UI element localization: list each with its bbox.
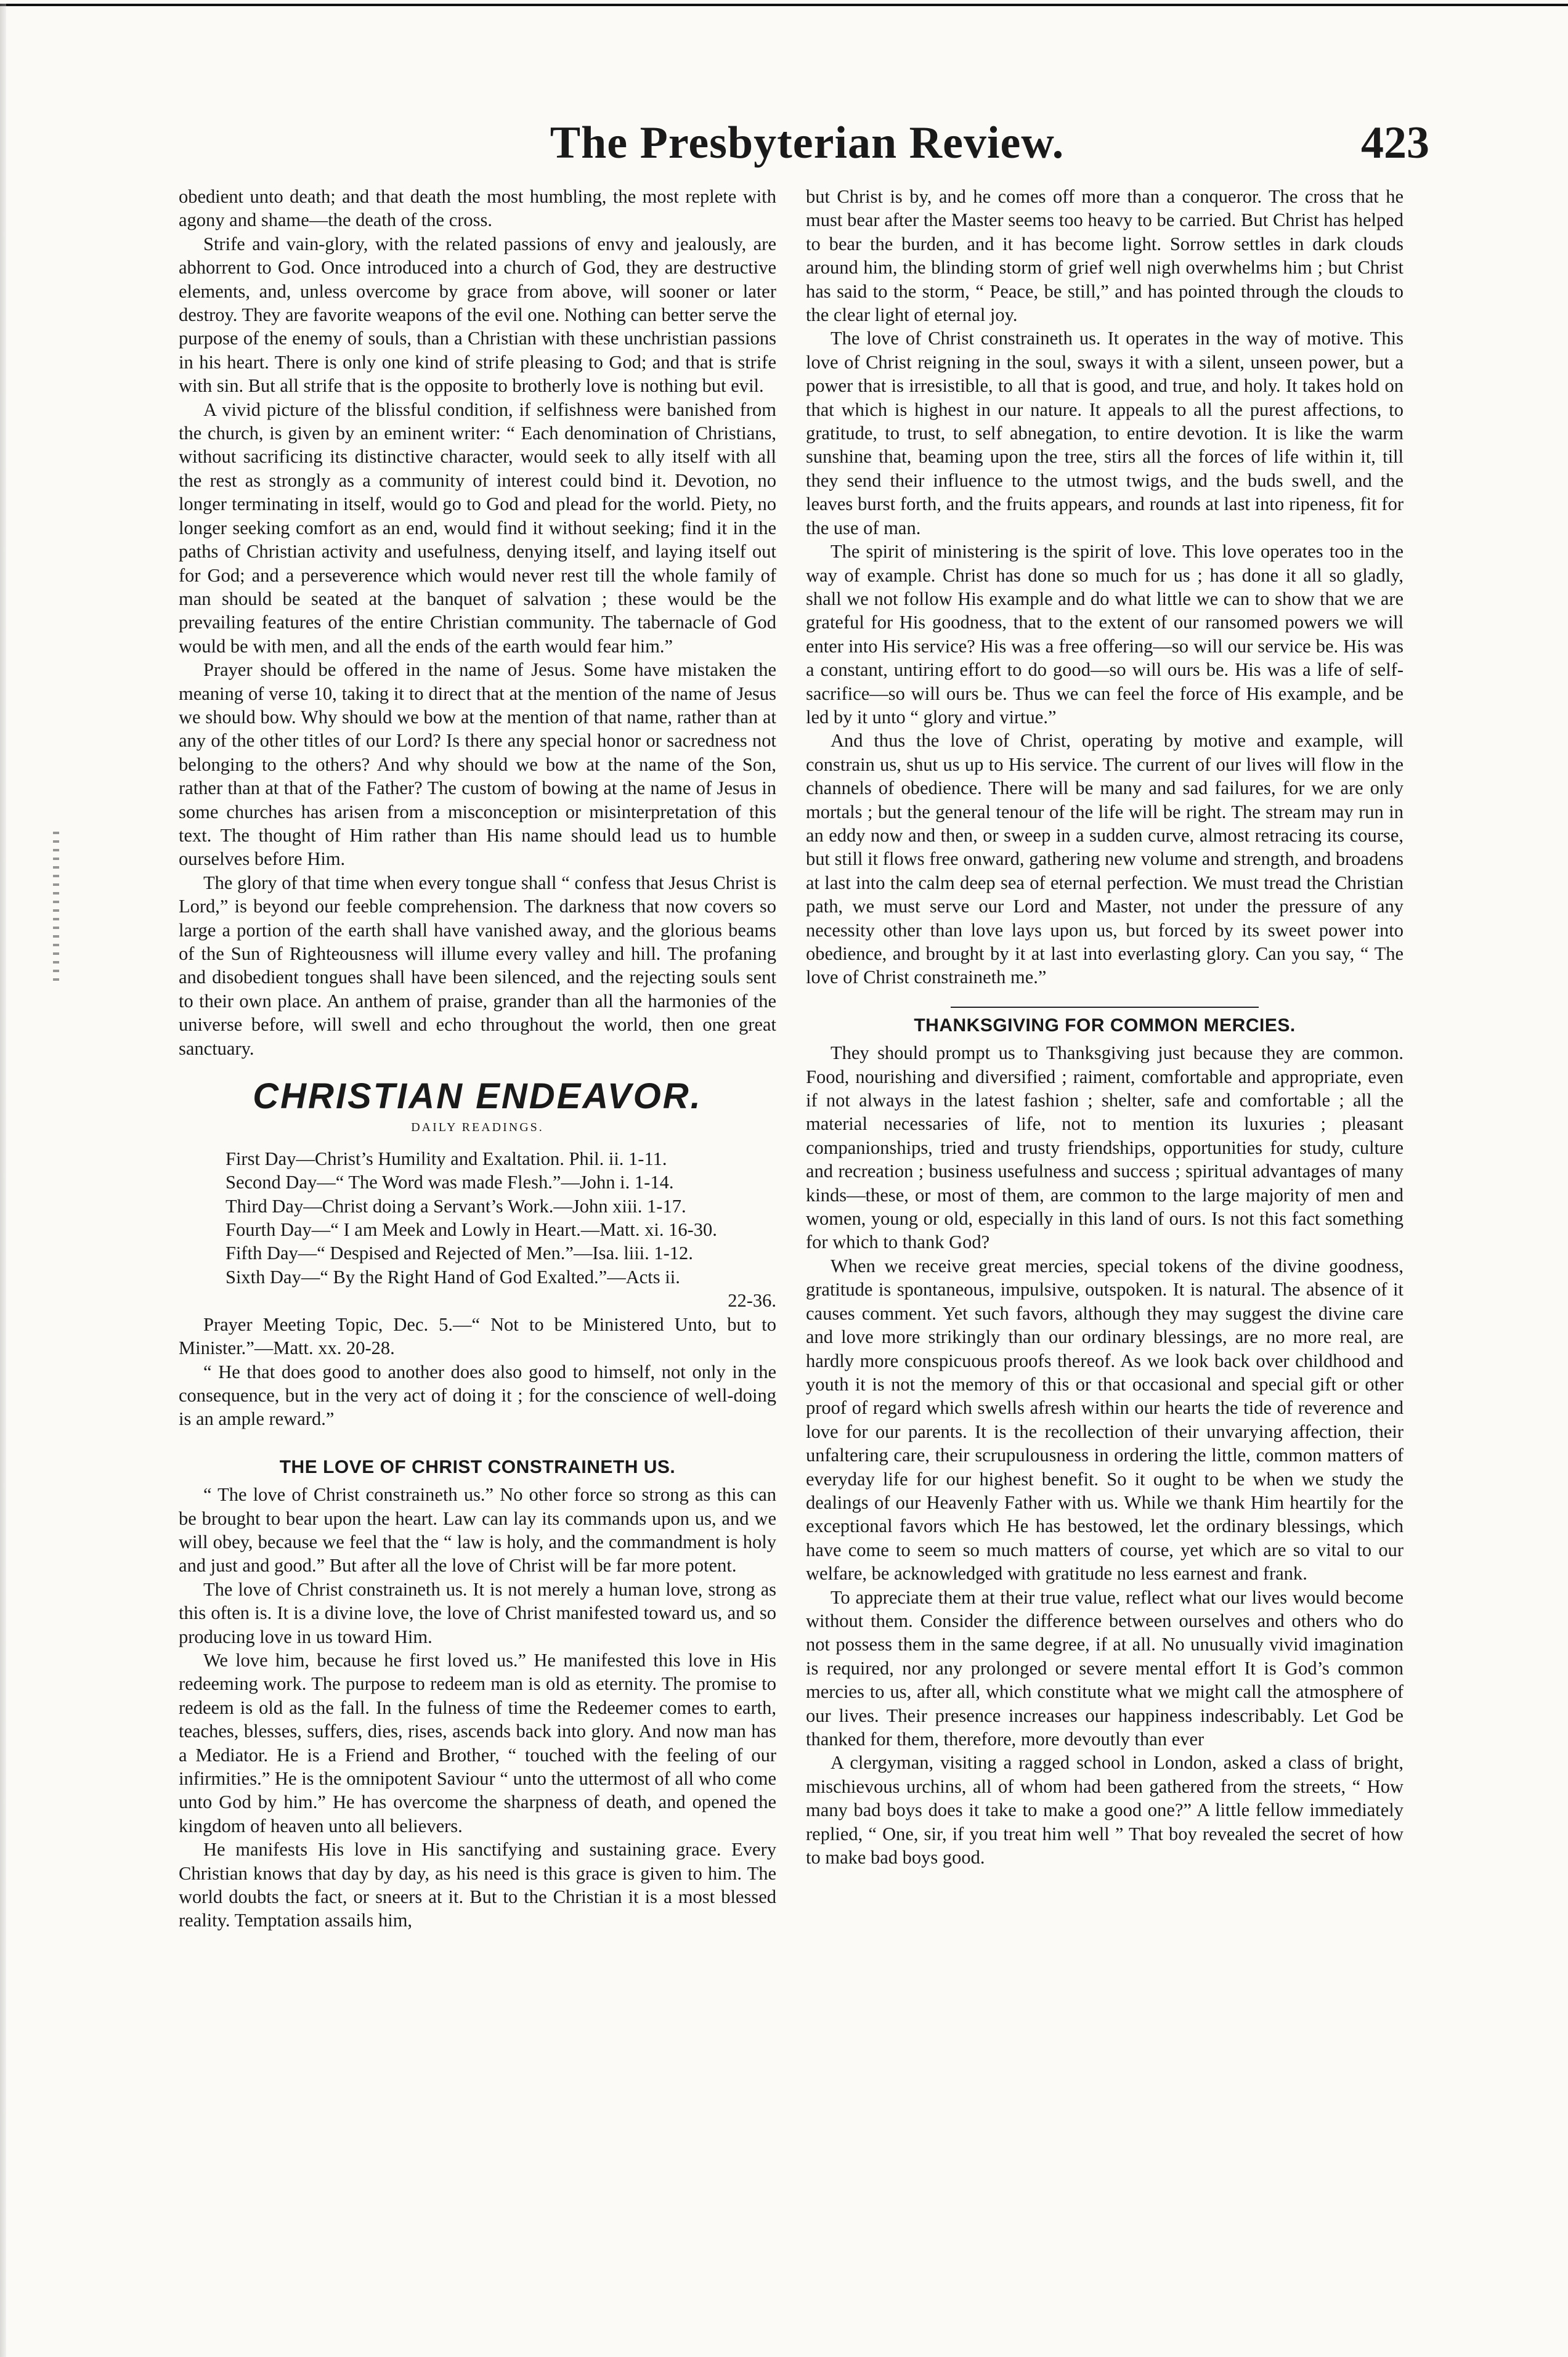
right-column [806,185,1403,1869]
reading-item: First Day—Christ’s Humility and Exaltation. Phil. ii. 1-11. [225,1148,667,1169]
left-column [179,185,776,1933]
christian-endeavor-heading: CHRISTIAN ENDEAVOR. [253,1076,702,1117]
quote: “ He that does good to another does also good to himself, not only in the consequence, but in the very act of doing it ; for the conscience of well-doing is an ample reward.” [179,1361,776,1430]
reading-item: Fifth Day—“ Despised and Rejected of Men.”—Isa. liii. 1-12. [225,1243,693,1264]
margin-marks [53,832,59,986]
prayer-meeting-topic: Prayer Meeting Topic, Dec. 5.—“ Not to be Ministered Unto, but to Minister.”—Matt. xx. 20-28. [179,1313,776,1359]
paragraph: The spirit of ministering is the spirit of love. This love operates too in the way of example. Christ has done so much for us ; has done it all so gladly, shall we not follow His example and do what little we can to show that we are grateful for His goodness, that to the extent of our ransomed powers we will enter into His service? His was a free offering—so will our service be. His was a constant, untiring effort to do good—so will ours be. His was a life of self-sacrifice—so will ours be. Thus we can feel the force of His example, and be led by it unto “ glory and virtue.” [806,541,1403,728]
paragraph: We love him, because he first loved us.” He manifested this love in His redeeming work. The purpose to redeem man is old as eternity. The promise to redeem is old as the fall. In the fulness of time the Redeemer comes to earth, teaches, blesses, suffers, dies, rises, ascends back into glory. And now man has a Mediator. He is a Friend and Brother, “ touched with the feeling of our infirmities.” He is the omnipotent Saviour “ unto the uttermost of all who come unto God by him.” He has overcome the sharpness of death, and opened the kingdom of heaven unto all believers. [179,1649,776,1836]
journal-title: The Presbyterian Review. [550,118,1065,168]
paragraph: “ The love of Christ constraineth us.” No other force so strong as this can be brought to bear upon the heart. Law can lay its commands upon us, and we will obey, because we feel that the “ law is holy, and the commandment is holy and just and good.” But after all the love of Christ will be far more potent. [179,1484,776,1576]
paragraph: He manifests His love in His sanctifying and sustaining grace. Every Christian knows that day by day, as his need is this grace is given to him. The world doubts the fact, or sneers at it. But to the Christian it is a most blessed reality. Temptation assails him, [179,1839,776,1931]
paragraph: but Christ is by, and he comes off more than a conqueror. The cross that he must bear after the Master seems too heavy to be carried. But Christ has helped to bear the burden, and it has become light. Sorrow settles in dark clouds around him, the blinding storm of grief well nigh overwhelms him ; but Christ has said to the storm, “ Peace, be still,” and has pointed through the clouds to the clear light of eternal joy. [806,186,1403,326]
reading-item: Third Day—Christ doing a Servant’s Work.—John xiii. 1-17. [225,1195,686,1217]
paragraph: obedient unto death; and that death the most humbling, the most replete with agony and shame—the death of the cross. [179,186,776,231]
paragraph: A vivid picture of the blissful condition, if selfishness were banished from the church, is given by an eminent writer: “ Each denomination of Christians, without sacrificing its distinctive character, would seek to ally itself with all the rest as strongly as a community of interest could bind it. Devotion, no longer terminating in itself, would go to God and plead for the world. Piety, no longer seeking comfort as an end, would find it without seeking; find it in the paths of Christian activity and usefulness, denying itself, and laying itself out for God; and a perseverence which would never rest till the whole family of man should be seated at the banquet of salvation ; these would be the prevailing features of the entire Christian community. The tabernacle of God would be with men, and all the ends of the earth would fear him.” [179,399,776,657]
scan-left-edge [0,4,6,2357]
section-divider [951,1007,1259,1008]
paragraph: The love of Christ constraineth us. It operates in the way of motive. This love of Christ reigning in the soul, sways it with a silent, unseen power, but a power that is irresistible, to all that is good, and true, and holy. It takes hold on that which is highest in our nature. It appeals to all the purest affections, to gratitude, to trust, to self abnegation, to entire devotion. It is like the warm sunshine that, beaming upon the tree, stirs all the forces of life within it, till they send their influence to the utmost twigs, and the buds swell, and the leaves burst forth, and the fruits appears, and rounds at last into ripeness, fit for the use of man. [806,328,1403,538]
paragraph: When we receive great mercies, special tokens of the divine goodness, gratitude is spontaneous, impulsive, outspoken. It is natural. The absence of it causes comment. Yet such favors, although they may suggest the divine care and love more strikingly than our ordinary blessings, are no more real, are hardly more conspicuous proofs thereof. As we look back over childhood and youth it is not the memory of this or that occasional and special gift or other proof of regard which swells afresh within our hearts the tide of reverence and love for our parents. It is the recollection of their unvarying affection, their unfaltering care, their scrupulousness in ordering the little, common matters of everyday life for our highest benefit. So it ought to be when we study the dealings of our Heavenly Father with us. While we thank Him heartily for the exceptional favors which He has bestowed, let the ordinary blessings, which have come to seem so much matters of course, yet which are so vital to our welfare, be acknowledged with gratitude no less earnest and frank. [806,1255,1403,1584]
love-of-christ-heading: THE LOVE OF CHRIST CONSTRAINETH US. [279,1456,676,1477]
paragraph: Strife and vain-glory, with the related passions of envy and jealously, are abhorrent to God. Once introduced into a church of God, they are destructive elements, and, unless overcome by grace from above, will sooner or later destroy. They are favorite weapons of the evil one. Nothing can better serve the purpose of the enemy of souls, than a Christian with these unchristian passions in his heart. There is only one kind of strife pleasing to God; and that is strife with sin. But all strife that is the opposite to brotherly love is nothing but evil. [179,233,776,397]
daily-readings-subheading: DAILY READINGS. [411,1121,544,1135]
anecdote-paragraph: A clergyman, visiting a ragged school in London, asked a class of bright, mischievous urchins, all of whom had been gathered from the streets, “ How many bad boys does it take to make a good one?” A little fellow immediately replied, “ One, sir, if you treat him well ” That boy revealed the secret of how to make bad boys good. [806,1752,1403,1868]
paragraph: They should prompt us to Thanksgiving just because they are common. Food, nourishing and diversified ; raiment, comfortable and appropriate, even if not always in the latest fashion ; shelter, safe and comfortable ; all the material necessaries of life, not to mention its luxuries ; pleasant companionships, tried and trusty friendships, opportunities for study, culture and recreation ; business usefulness and success ; spiritual advantages of many kinds—these, or most of them, are common to the large majority of men and women, young or old, especially in this land of ours. Is not this fact something for which to thank God? [806,1042,1403,1253]
scan-top-edge [0,4,1568,6]
paragraph: The love of Christ constraineth us. It is not merely a human love, strong as this often is. It is a divine love, the love of Christ manifested toward us, and so producing love in us toward Him. [179,1578,776,1647]
paragraph: To appreciate them at their true value, reflect what our lives would become without them. Consider the difference between ourselves and others who do not possess them in the same degree, if at all. No unusually vivid imagination is required, nor any prolonged or severe mental effort It is God’s common mercies to us, after all, which constitute what we might call the atmosphere of our lives. Their presence increases our happiness indescribably. Let God be thanked for them, therefore, more devoutly than ever [806,1586,1403,1750]
page-header [185,117,1429,179]
paragraph: And thus the love of Christ, operating by motive and example, will constrain us, shut us up to His service. The current of our lives will flow in the channels of obedience. There will be many and sad failures, for we are only mortals ; but the general tenour of the life will be right. The stream may run in an eddy now and then, or sweep in a sudden curve, almost retracing its course, but still it flows free onward, gathering new volume and strength, and broadens at last into the calm deep sea of eternal perfection. We must tread the Christian path, we must serve our Lord and Master, not under the pressure of any necessity other than love lays upon us, but forced by its sweet power into obedience, and brought by it at last into everlasting glory. Can you say, “ The love of Christ constraineth me.” [806,730,1403,988]
reading-item: Fourth Day—“ I am Meek and Lowly in Heart.—Matt. xi. 16-30. [225,1219,717,1241]
paragraph: Prayer should be offered in the name of Jesus. Some have mistaken the meaning of verse 10, taking it to direct that at the mention of the name of Jesus we should bow. Why should we bow at the mention of that name, rather than at any of the other titles of our Lord? Is there any special honor or sacredness not belonging to the others? And why should we bow at the name of the Son, rather than at that of the Father? The custom of bowing at the name of Jesus in some churches has arisen from a misconception or misinterpretation of this text. The thought of Him rather than His name should lead us to humble ourselves before Him. [179,659,776,870]
paragraph: The glory of that time when every tongue shall “ confess that Jesus Christ is Lord,” is beyond our feeble comprehension. The darkness that now covers so large a portion of the earth shall have vanished away, and the glorious beams of the Sun of Righteousness will illume every valley and hill. The profaning and disobedient tongues shall have been silenced, and the rejecting souls sent to their own place. An anthem of praise, grander than all the harmonies of the universe before, will swell and echo throughout the world, then one great sanctuary. [179,872,776,1059]
reading-item: Second Day—“ The Word was made Flesh.”—John i. 1-14. [225,1172,674,1193]
reading-item: Sixth Day—“ By the Right Hand of God Exalted.”—Acts ii. [225,1266,680,1288]
reading-item-continuation: 22-36. [728,1290,776,1312]
thanksgiving-heading: THANKSGIVING FOR COMMON MERCIES. [914,1015,1296,1036]
page-number: 423 [1361,118,1429,168]
